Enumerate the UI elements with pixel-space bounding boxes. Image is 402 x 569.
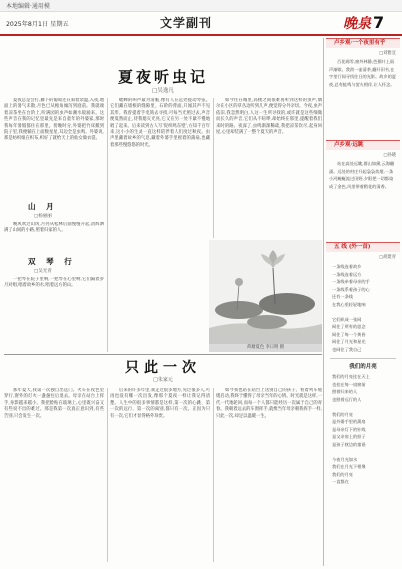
sidebar-heading [326,242,400,252]
article-byline: □吴逸凡 [152,88,174,94]
poem-line: 是孩子枕边的童谣 [332,441,366,447]
poem-author: □杨丽丽 [34,214,52,219]
poem-line: 我们的月亮挂在天上 [332,374,370,379]
article-column: 夏夜总是会打,藤下的葡萄还在叙着余温,入夜,地面上的暑气未散,月色已从檐角倾泻到庭前。我就端着凉茶坐在台阶上,听满园的虫声如潮水般涌来。这些声音在我的记忆里最先是来自童年的外婆家,那时我每年暑假都住在那里。傍晚时分,外婆把竹床搬到院子里,我便躺在上面数星星,耳边全是虫鸣。外婆说,那是纺织娘在织布,织好了就给天上的仙女做衣裳。 [4,98,104,142]
sidebar-heading-label: 卢乡观·远眺 [334,142,364,148]
sidebar-text: 站在高处远眺,群山如黛,云海翻涌。远处的村庄升起袅袅炊烟,一条小河蜿蜒流过田野,夕阳把一切都染成了金色,风里带着稻花的清香。 [329,161,395,190]
poem-line: 我们的月亮 [332,471,353,477]
sidebar-divider [323,38,324,566]
sidebar-poem [332,373,398,563]
sidebar-heading-label: 五 线 (外一首) [334,244,371,250]
article-column: 蟋蟀的叫声最为清脆,像有人在远处拨动琴弦。它们藏在墙根的缝隙里、石阶的背面,只闻其声不见其形。我曾提着手电筒去寻找,可每当光照过去,声音便戛然而止,待我熄灭光亮,它又在另一处不紧不慢地唱了起来。后来读到古人写'促织鸣东壁',方知千百年来,这小小的生灵一直这样陪伴着人们度过秋夜。虫声里藏着故乡的气息,藏着外婆手里摇着的蒲扇,也藏着那些慢悠悠的时光。 [110,98,210,148]
article-column: 那年夏天,我第一次独自出远门。火车在夜色里穿行,窗外的灯火一盏盏往后退去。母亲在站台上挥手,身影越来越小。我把脸贴在玻璃上,心里既兴奋又有些说不出的难过。那是我第一次真正意识到,有些告别,只会发生一次。 [4,388,104,419]
column-divider [213,388,214,562]
poem-line: 一直都在 [332,479,349,484]
poem-line: 也挂在每一扇窗前 [332,381,366,387]
article-title: 夏夜听虫记 [117,68,208,86]
column-divider [107,388,108,562]
article-column: 如今我也站在站台上送别自己的孩子。看着列车缓缓启动,我终于懂得了母亲当年的心情。时光就是这样,一代一代地轮回,而每一个人都只能经历一次属于自己的青春。我朝着远去的车窗挥手,就像当年母亲朝我挥手一样,只此一次,却足以温暖一生。 [216,388,322,419]
poem-line: 一条线牵着母亲的手 [332,279,370,284]
poem-text: 晚风吹过山冈,月亮从松林后面慢慢升起,清辉洒满了山间的小路,照着归家的人。 [4,222,104,234]
poem-line: 今夜月光如水 [332,456,358,462]
sidebar-heading [326,140,400,150]
article-column: 如今住在城里,高楼之间很难再听到这样的虫声,偶尔在小区的草丛边听到几声,便觉得分外亲切。今夜,虫声依旧,我忽然明白,人这一生所寻找的,或许就是这些细微而长久的声音,它们从不喧哗,却始终在那里,提醒着我们来时的路。夜深了,虫鸣渐渐稀疏,我把凉茶饮尽,起身回屋,心里却装满了一整个夏天的声音。 [216,98,322,136]
poem-author: □吴光青 [34,269,52,274]
newspaper-logo: 晚泉 [343,16,371,32]
poem-line: 还有一条线 [332,294,353,299]
poem-line [332,403,398,411]
poem-line: 是外婆手里的蒲扇 [332,419,366,424]
lotus-illustration [209,240,322,344]
sidebar-author: □刘雅宜 [379,51,396,56]
photo-lotus-pond [209,240,322,352]
masthead [0,12,402,36]
poem-line: 一条线系着孩子的心 [332,286,370,292]
poem-line: 也网住了我自己 [332,346,362,352]
column-divider [107,98,108,352]
article-column: 后来的许多年里,我走过很多地方,见过很多人,可再也没有哪一次出发,像那个夏夜一样让我记得清楚。人生中的很多事情都是这样,第一次的心跳、第一次的远行、第一次的离别,都只有一次。正因为只有一次,它们才显得格外珍贵。 [110,388,210,419]
poem-line: 网住了月光和星光 [332,339,366,344]
poem-line: 我们的月亮 [332,411,353,417]
sidebar [326,38,400,566]
sidebar-poem [332,263,398,355]
photo-caption: 荷塘夏色 李日明 摄 [246,345,285,350]
poem-title: 山 月 [28,202,58,211]
sidebar-heading [326,38,400,48]
sidebar-author: □孙晓 [383,153,396,158]
breadcrumb[interactable]: 本地编辑·通用模 [6,3,50,10]
poem-line: 照着归来的人 [332,389,358,394]
poem-line: 网住了所有的思念 [332,324,366,329]
poem-title: 双 琴 行 [28,257,76,266]
poem-line: 是父亲肩上的担子 [332,434,366,439]
poem-line [332,308,398,316]
section-divider [4,354,322,355]
sidebar-text: 百花凋零,窗外林静,芭蕉叶上雨声渐歇。我沏一壶清茶,翻开旧书,在字里行间寻找往日的光影。故乡的夏夜,总有蛙鸣与萤火相伴,让人怀念。 [329,59,397,88]
poem-line: 一条线连着远方 [332,271,362,277]
poem-line: 也照着远行的人 [332,396,362,402]
column-divider [213,98,214,238]
poem-text: 一把琴在院子里响,一把琴在心里响,它们隔着岁月对唱,唱着故乡的水,唱着远方的山。 [4,277,104,289]
poem-line: 它们织成一张网 [332,316,362,322]
sidebar-heading-label: 卢乡观·一个夜里有乎 [334,40,386,46]
page-number: 7 [373,13,385,32]
poem-line: 我们在月光下相聚 [332,464,366,469]
poem-line: 一条线连着故乡 [332,264,362,269]
article-title: 只此一次 [125,360,201,376]
poem-line: 网住了每一个黄昏 [332,331,366,337]
sidebar-poem-title: 我们的月亮 [349,364,377,370]
poem-box [4,201,104,309]
sidebar-author: □胡建青 [379,255,396,260]
top-strip [0,0,402,12]
article-byline: □朱家元 [153,377,173,383]
sidebar-rule [330,358,396,359]
section-title: 文学副刊 [160,16,213,30]
poem-line: 在我心里轻轻地响 [332,301,366,307]
main-column [4,38,322,566]
poem-line [332,448,398,456]
poem-line: 是母亲灯下的针线 [332,426,366,432]
issue-date: 2025年8月1日 星期五 [6,21,69,28]
